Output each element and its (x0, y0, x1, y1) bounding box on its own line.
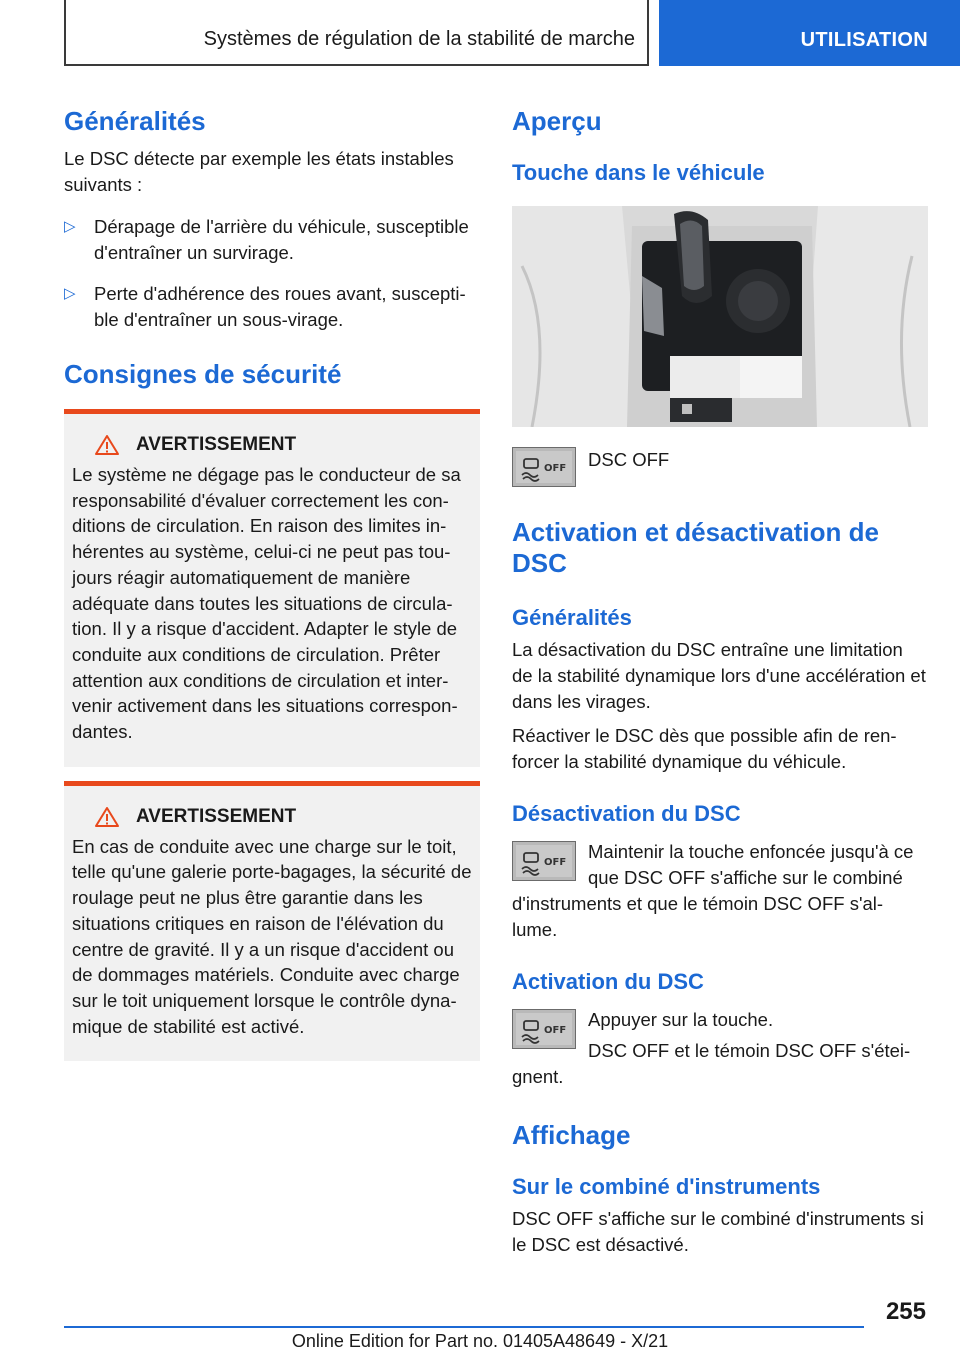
desactivation-heading: Désactivation du DSC (512, 801, 741, 826)
page-number: 255 (885, 1298, 926, 1325)
activation-step-1: Appuyer sur la touche. (588, 1009, 774, 1030)
list-item: ▷ Perte d'adhérence des roues avant, suscepti-ble d'entraîner un sous-virage. (64, 283, 466, 330)
dsc-off-button-icon (512, 1009, 576, 1049)
generalites-heading: Généralités (64, 106, 206, 136)
warning-text: En cas de conduite avec une charge sur le toit, telle qu'une galerie porte-bagages, la sécurité de roulage peut ne plus être garantie dans les situations critiques en raison de l'élévation du centre de gravité. Il y a un risque d'accident ou de dommages matériels. Conduite avec charge sur le toit uniquement lorsque le contrôle dyna-mique de stabilité est activé. (72, 835, 472, 1037)
generalites-intro: Le DSC détecte par exemple les états instables suivants : (64, 148, 454, 195)
right-column (512, 100, 928, 1258)
apercu-heading: Aperçu (512, 106, 602, 136)
dsc-off-button-icon (512, 447, 576, 487)
footer-edition: Online Edition for Part no. 01405A48649 - X/21 (291, 1331, 669, 1351)
header-chapter-tab (659, 0, 960, 66)
footer-divider (64, 1326, 864, 1328)
triangle-bullet-icon: ▷ (64, 218, 76, 235)
warning-title: AVERTISSEMENT (136, 434, 297, 455)
activation-heading: Activation et désactivation de DSC (512, 517, 879, 578)
triangle-bullet-icon: ▷ (64, 285, 76, 302)
warning-box (64, 409, 480, 767)
activation-step-2: DSC OFF et le témoin DSC OFF s'étei-gnent. (512, 1040, 911, 1087)
combine-text: DSC OFF s'affiche sur le combiné d'instruments si le DSC est désactivé. (512, 1208, 924, 1255)
svg-text:OFF: OFF (544, 463, 567, 474)
header-section-title: Systèmes de régulation de la stabilité de marche (203, 27, 635, 50)
instability-list (64, 214, 480, 333)
left-column (64, 100, 480, 1061)
dsc-off-label: DSC OFF (588, 449, 670, 470)
affichage-heading: Affichage (512, 1120, 631, 1150)
warning-triangle-icon (94, 806, 120, 828)
header-chapter-title: UTILISATION (800, 28, 928, 51)
svg-text:OFF: OFF (544, 1025, 567, 1036)
header-section-box (64, 0, 649, 66)
activation-generalites-heading: Généralités (512, 605, 632, 630)
touche-heading: Touche dans le véhicule (512, 160, 765, 185)
desactivation-text: Maintenir la touche enfoncée jusqu'à ce que DSC OFF s'affiche sur le combiné d'instruments et que le témoin DSC OFF s'al-lume. (512, 841, 914, 940)
generalites-paragraph-2: Réactiver le DSC dès que possible afin de ren-forcer la stabilité dynamique du véhicule. (512, 725, 897, 772)
warning-triangle-icon (94, 434, 120, 456)
warning-box (64, 781, 480, 1062)
safety-heading: Consignes de sécurité (64, 359, 342, 389)
warning-title: AVERTISSEMENT (136, 805, 297, 827)
list-item: ▷ Dérapage de l'arrière du véhicule, susceptible d'entraîner un survirage. (64, 216, 469, 263)
activation-dsc-heading: Activation du DSC (512, 969, 704, 994)
warning-text: Le système ne dégage pas le conducteur de sa responsabilité d'évaluer correctement les con-ditions de circulation. En raison des limites in-hérentes au système, celui-ci ne peut pas tou-jours réagir automatiquement de manière adéquate dans toutes les situations de circula-tion. Il y a risque d'accident. Adapter le style de conduite aux conditions de circulation. Prêter attention aux conditions de circulation et inter-venir activement dans les situations correspon-dantes. (72, 464, 461, 743)
generalites-paragraph-1: La désactivation du DSC entraîne une limitation de la stabilité dynamique lors d'une accélération et dans les virages. (512, 639, 926, 712)
combine-heading: Sur le combiné d'instruments (512, 1174, 821, 1199)
center-console-photo (512, 206, 928, 427)
dsc-off-button-icon (512, 841, 576, 881)
svg-text:OFF: OFF (544, 857, 567, 868)
